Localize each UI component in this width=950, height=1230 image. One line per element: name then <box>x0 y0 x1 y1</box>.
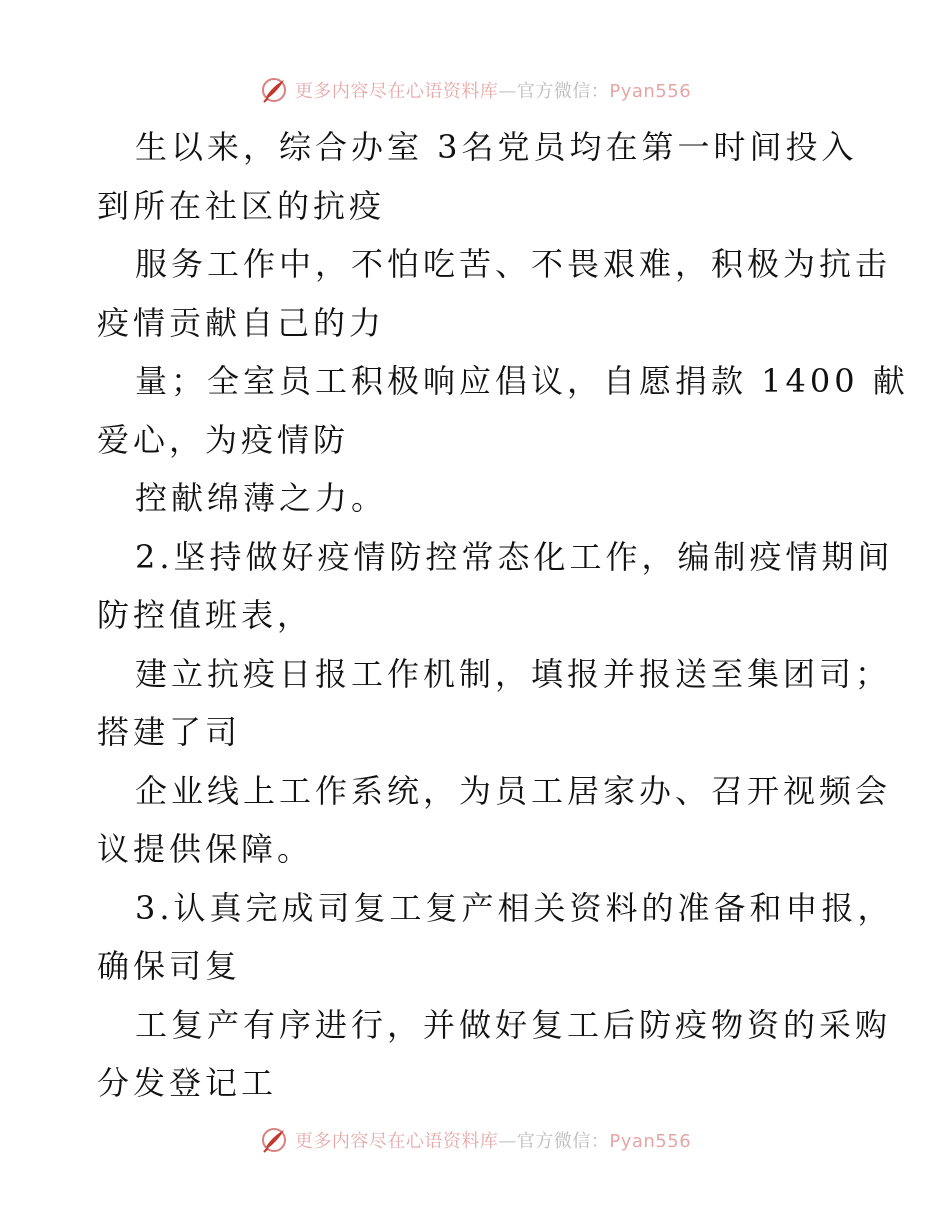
feather-pen-logo-icon <box>259 75 289 105</box>
paragraph-line <box>97 762 892 879</box>
line-first: 建立抗疫日报工作机制，填报并报送至集团司； <box>135 654 892 693</box>
line-continuation: 爱心，为疫情防 <box>97 420 350 459</box>
line-continuation: 分发登记工 <box>97 1064 278 1102</box>
line-continuation: 防控值班表， <box>97 596 314 634</box>
paragraph-line <box>97 118 857 235</box>
footer-watermark <box>0 1120 950 1160</box>
line-continuation: 议提供保障。 <box>97 830 314 868</box>
watermark-dash: — <box>498 1131 517 1152</box>
paragraph-line <box>97 235 892 352</box>
line-continuation: 确保司复 <box>97 947 242 985</box>
line-continuation: 到所在社区的抗疫 <box>97 186 386 225</box>
watermark-text <box>295 77 691 103</box>
line-first: 服务工作中，不怕吃苦、不畏艰难，积极为抗击 <box>135 245 892 283</box>
watermark-main-text: 更多内容尽在心语资料库 <box>294 1131 499 1152</box>
watermark-wechat-id: Pyan556 <box>609 81 692 102</box>
paragraph-line <box>97 469 857 528</box>
line-first: 3.认真完成司复工复产相关资料的准备和申报， <box>135 888 894 927</box>
line-first: 生以来，综合办室 3名党员均在第一时间投入 <box>135 128 858 166</box>
line-first: 工复产有序进行，并做好复工后防疫物资的采购 <box>135 1005 892 1044</box>
watermark-wechat-label: 官方微信： <box>516 81 610 102</box>
paragraph-line <box>97 352 909 469</box>
line-continuation: 疫情贡献自己的力 <box>97 303 386 342</box>
watermark-dash: — <box>498 81 517 102</box>
line-first: 企业线上工作系统，为员工居家办、召开视频会 <box>135 771 892 810</box>
document-body <box>97 118 909 1113</box>
paragraph-line <box>97 879 894 996</box>
watermark-wechat-label: 官方微信： <box>516 1131 610 1152</box>
line-first: 2.坚持做好疫情防控常态化工作，编制疫情期间 <box>135 537 894 576</box>
watermark-main-text: 更多内容尽在心语资料库 <box>294 81 499 102</box>
paragraph-line <box>97 996 892 1113</box>
line-first: 控献绵薄之力。 <box>135 479 388 517</box>
watermark-text <box>295 1127 691 1153</box>
watermark-wechat-id: Pyan556 <box>609 1131 692 1152</box>
paragraph-line <box>97 645 892 762</box>
feather-pen-logo-icon <box>259 1125 289 1155</box>
line-continuation: 搭建了司 <box>97 713 242 751</box>
header-watermark <box>0 70 950 110</box>
line-first: 量；全室员工积极响应倡议，自愿捐款 1400 献 <box>135 362 909 400</box>
paragraph-line <box>97 528 894 645</box>
